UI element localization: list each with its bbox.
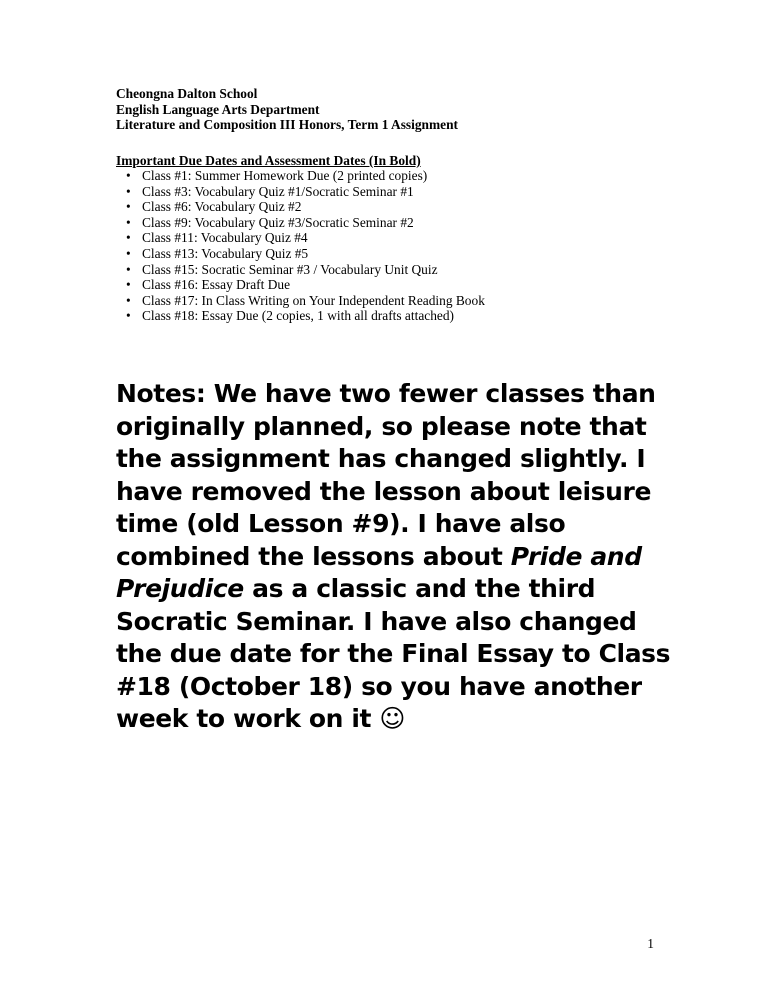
notes-line: #18 (October 18) so you have another — [116, 671, 642, 701]
due-dates-list — [116, 168, 485, 324]
bullet-icon: • — [126, 245, 131, 261]
notes-line: Notes: We have two fewer classes than — [116, 379, 656, 408]
bullet-icon: • — [126, 168, 131, 183]
bullet-icon: • — [126, 214, 131, 230]
bullet-icon: • — [126, 308, 131, 324]
list-item: • Class #17: In Class Writing on Your Independent Reading Book — [126, 292, 485, 308]
bullet-icon: • — [126, 199, 131, 215]
due-dates-heading: Important Due Dates and Assessment Dates (In Bold) — [116, 153, 421, 168]
bullet-icon: • — [126, 292, 131, 308]
notes-line: time (old Lesson #9). I have also — [116, 509, 566, 538]
bullet-icon: • — [126, 277, 131, 293]
notes-line: Prejudice as a classic and the third — [116, 574, 596, 603]
bullet-icon: • — [126, 261, 131, 277]
list-item: • Class #18: Essay Due (2 copies, 1 with all drafts attached) — [126, 308, 454, 324]
notes-paragraph — [116, 378, 671, 736]
document-header — [116, 86, 458, 133]
notes-line: combined the lessons about Pride and — [116, 541, 642, 571]
notes-line: originally planned, so please note that — [116, 411, 647, 441]
notes-line: the assignment has changed slightly. I — [116, 444, 646, 473]
book-title-italic: Prejudice — [116, 574, 244, 603]
list-item: • Class #9: Vocabulary Quiz #3/Socratic Seminar #2 — [126, 214, 414, 230]
notes-line: Socratic Seminar. I have also changed — [116, 606, 637, 636]
bullet-icon: • — [126, 183, 131, 199]
school-name: Cheongna Dalton School — [116, 86, 258, 101]
notes-line: week to work on it ☺ — [116, 704, 406, 733]
course-title: Literature and Composition III Honors, Term 1 Assignment — [116, 117, 458, 132]
notes-line: have removed the lesson about leisure — [116, 476, 652, 506]
notes-line: the due date for the Final Essay to Class — [116, 639, 671, 668]
book-title-italic: Pride and — [510, 541, 642, 571]
list-item: • Class #13: Vocabulary Quiz #5 — [126, 245, 309, 261]
list-item: • Class #3: Vocabulary Quiz #1/Socratic Seminar #1 — [126, 183, 414, 199]
list-item: • Class #16: Essay Draft Due — [126, 277, 291, 293]
list-item: • Class #1: Summer Homework Due (2 printed copies) — [126, 168, 428, 183]
list-item: • Class #15: Socratic Seminar #3 / Vocabulary Unit Quiz — [126, 261, 438, 277]
list-item: • Class #11: Vocabulary Quiz #4 — [126, 230, 308, 246]
bullet-icon: • — [126, 230, 131, 246]
list-item: • Class #6: Vocabulary Quiz #2 — [126, 199, 302, 215]
department-name: English Language Arts Department — [116, 101, 320, 117]
page-number: 1 — [647, 936, 654, 951]
